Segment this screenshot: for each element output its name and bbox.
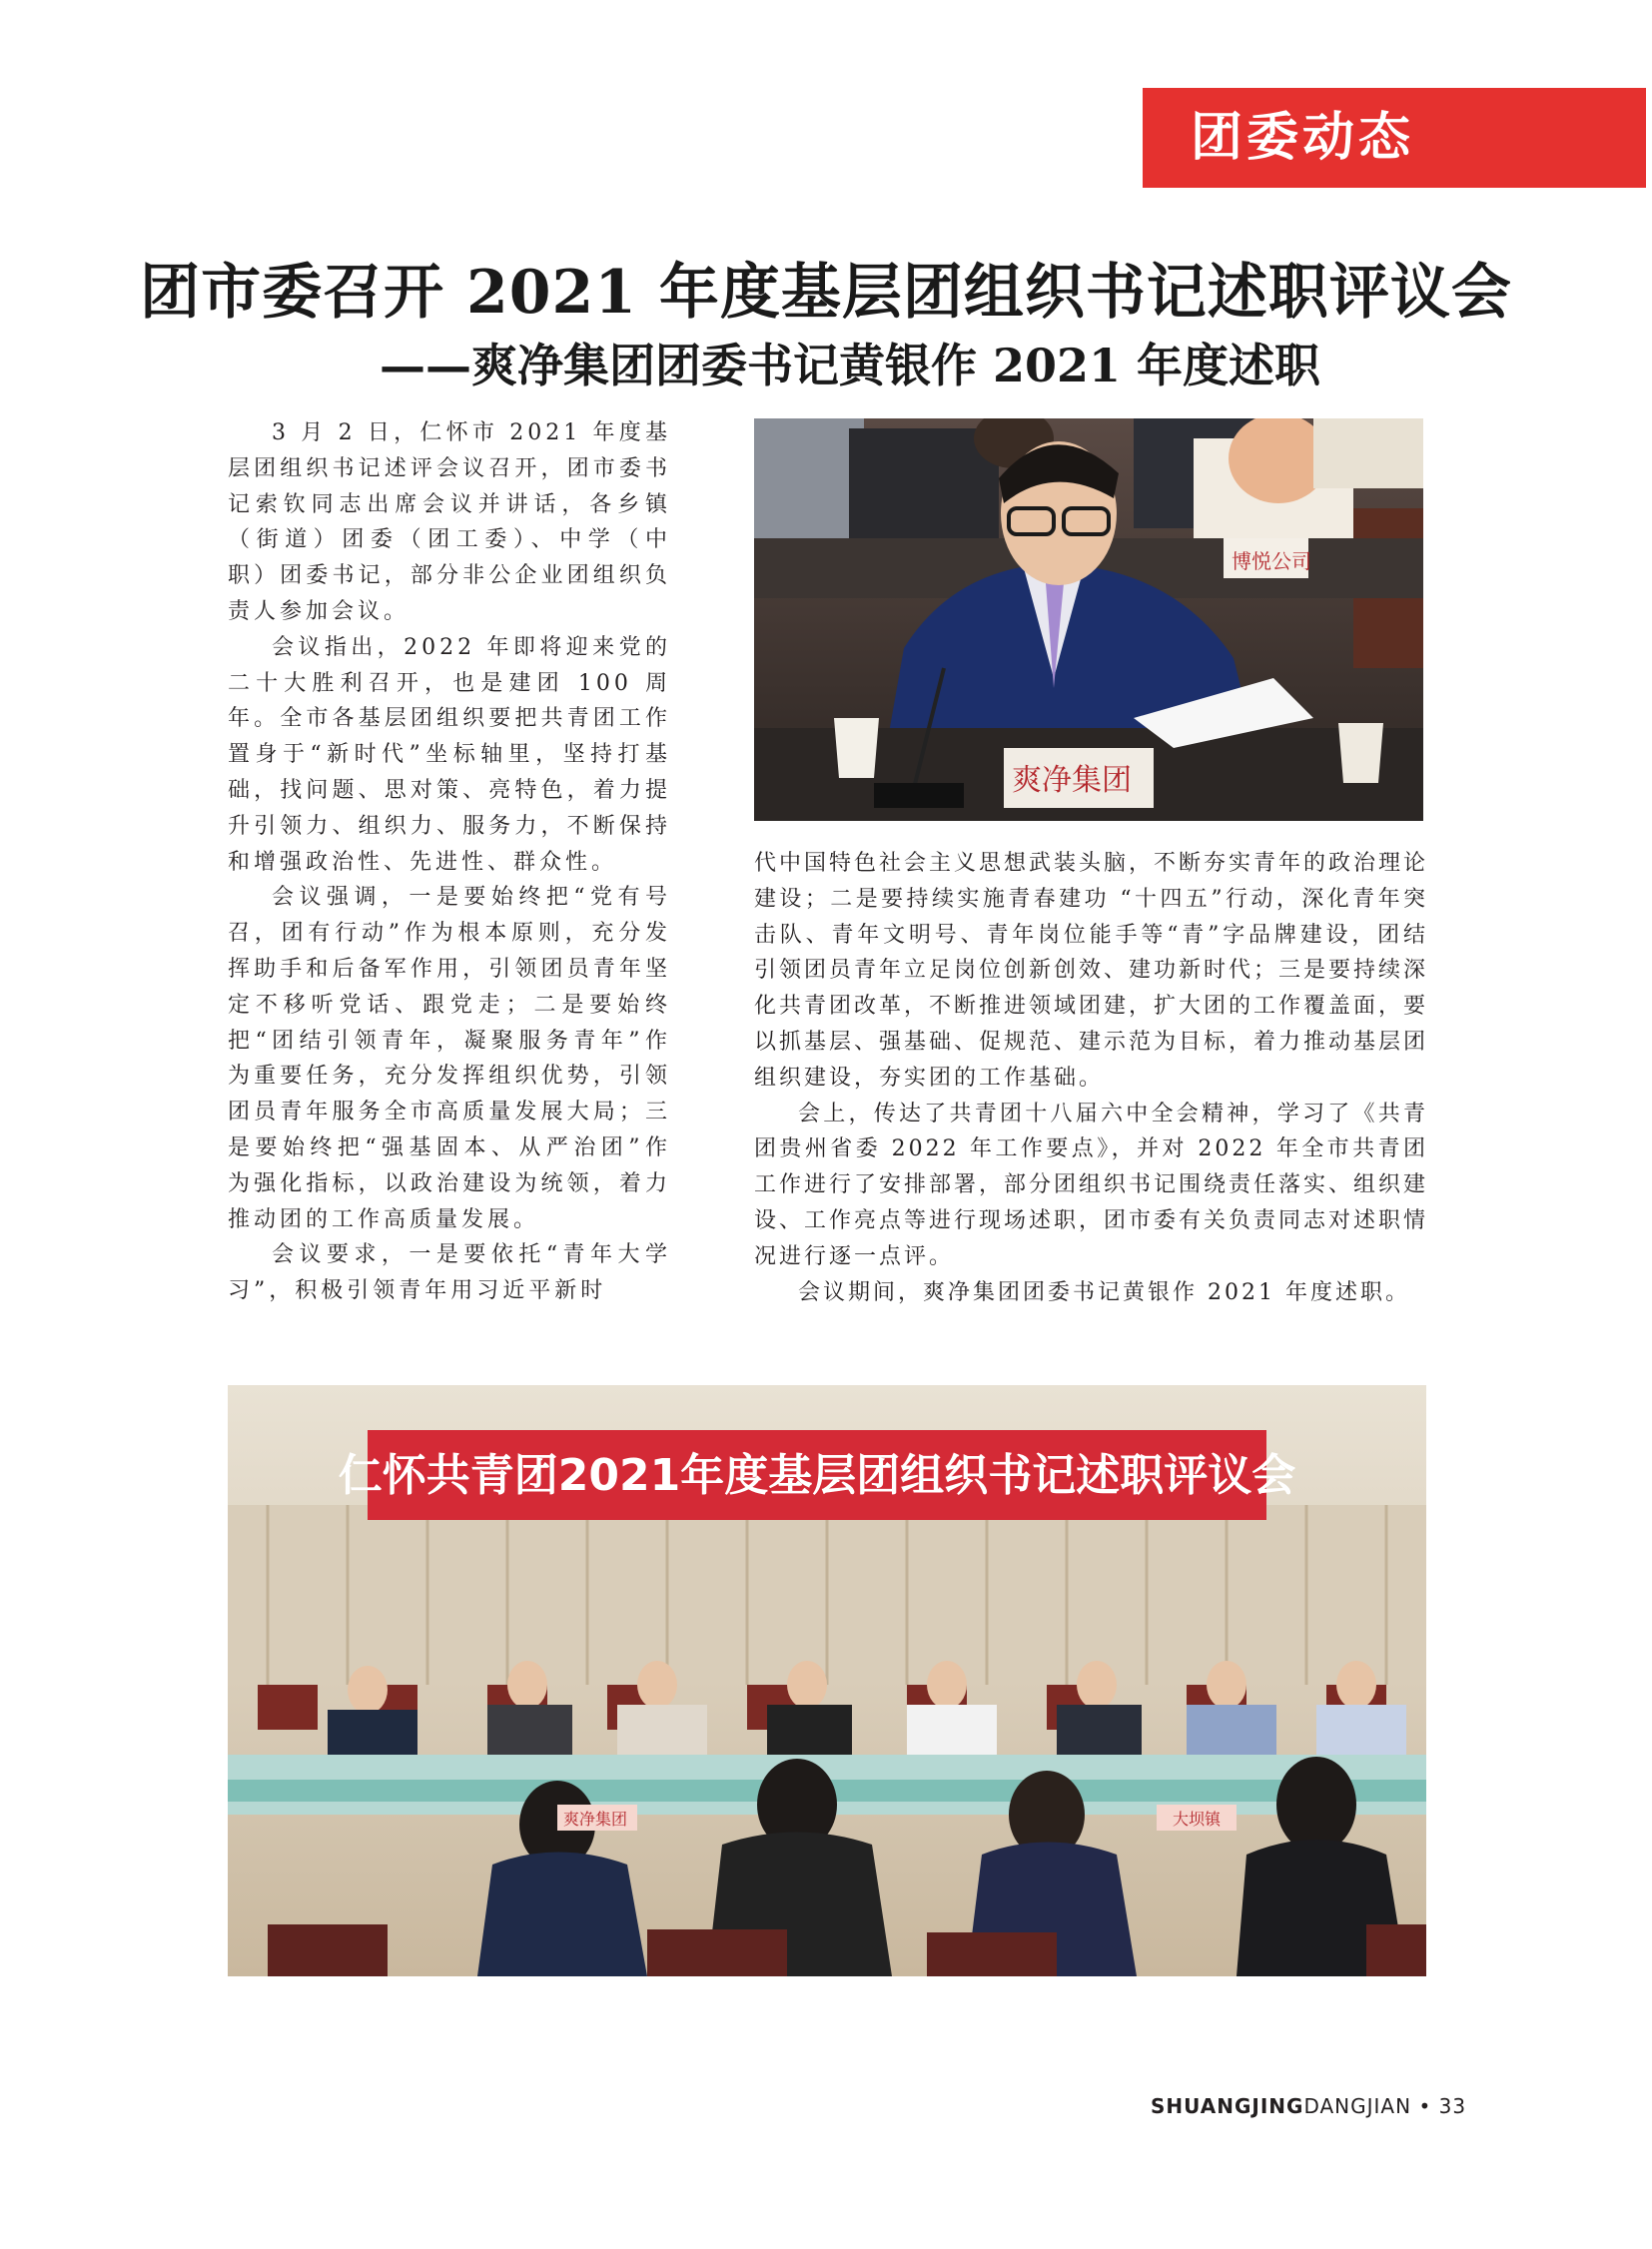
- nameplate-front: 爽净集团: [1012, 763, 1132, 798]
- meeting-photo: [228, 1385, 1426, 1976]
- meeting-photo-image: [228, 1385, 1426, 1976]
- paragraph: 会议指出，2022 年即将迎来党的二十大胜利召开，也是建团 100 周年。全市各基层团组织要把共青团工作置身于“新时代”坐标轴里，坚持打基础，找问题、思对策、亮特色，着力提升引领力、组织力、服务力，不断保持和增强政治性、先进性、群众性。: [228, 634, 671, 875]
- paragraph: 会议期间，爽净集团团委书记黄银作 2021 年度述职。: [798, 1279, 1410, 1305]
- article-subtitle: ——爽净集团团委书记黄银作 2021 年度述职: [380, 339, 1321, 392]
- paragraph: 代中国特色社会主义思想武装头脑，不断夯实青年的政治理论建设；二是要持续实施青春建功 “十四五”行动，深化青年突击队、青年文明号、青年岗位能手等“青”字品牌建设，团结引领团员青年立足岗位创新创效、建功新时代；三是要持续深化共青团改革，不断推进领域团建，扩大团的工作覆盖面，要以抓基层、强基础、促规范、建示范为目标，着力推动基层团组织建设，夯实团的工作基础。: [754, 851, 1429, 1091]
- page-footer: [1151, 2094, 1510, 2118]
- speaker-photo: [754, 418, 1423, 821]
- paragraph: 会上，传达了共青团十八届六中全会精神，学习了《共青团贵州省委 2022 年工作要点》，并对 2022 年全市共青团工作进行了安排部署，部分团组织书记围绕责任落实、组织建设、工作亮点等进行现场述职，团市委有关负责同志对述职情况进行逐一点评。: [754, 1101, 1429, 1269]
- paragraph: 3 月 2 日，仁怀市 2021 年度基层团组织书记述评会议召开，团市委书记索钦同志出席会议并讲话，各乡镇（街道）团委（团工委）、中学（中职）团委书记，部分非公企业团组织负责人参加会议。: [228, 420, 671, 624]
- speaker-photo-image: [754, 418, 1423, 821]
- page-number: 33: [1438, 2094, 1467, 2118]
- meeting-nameplate: 爽净集团: [563, 1810, 628, 1829]
- meeting-banner: 仁怀共青团2021年度基层团组织书记述职评议会: [338, 1450, 1296, 1501]
- paragraph: 会议要求，一是要依托“青年大学习”，积极引领青年用习近平新时: [228, 1242, 671, 1304]
- nameplate-back: 博悦公司: [1232, 549, 1311, 573]
- left-column: [228, 415, 671, 1309]
- footer-brand-light: DANGJIAN: [1303, 2094, 1412, 2118]
- footer-separator: •: [1418, 2094, 1432, 2118]
- meeting-nameplate: 大坝镇: [1173, 1810, 1222, 1829]
- section-tag: 团委动态: [1143, 88, 1646, 188]
- right-column: [754, 846, 1428, 1310]
- paragraph: 会议强调，一是要始终把“党有号召，团有行动”作为根本原则，充分发挥助手和后备军作用，引领团员青年坚定不移听党话、跟党走；二是要始终把“团结引领青年，凝聚服务青年”作为重要任务，充分发挥组织优势，引领团员青年服务全市高质量发展大局；三是要始终把“强基固本、从严治团”作为强化指标，以政治建设为统领，着力推动团的工作高质量发展。: [228, 885, 671, 1232]
- article-title: 团市委召开 2021 年度基层团组织书记述职评议会: [140, 258, 1512, 328]
- footer-brand-bold: SHUANGJING: [1151, 2094, 1304, 2118]
